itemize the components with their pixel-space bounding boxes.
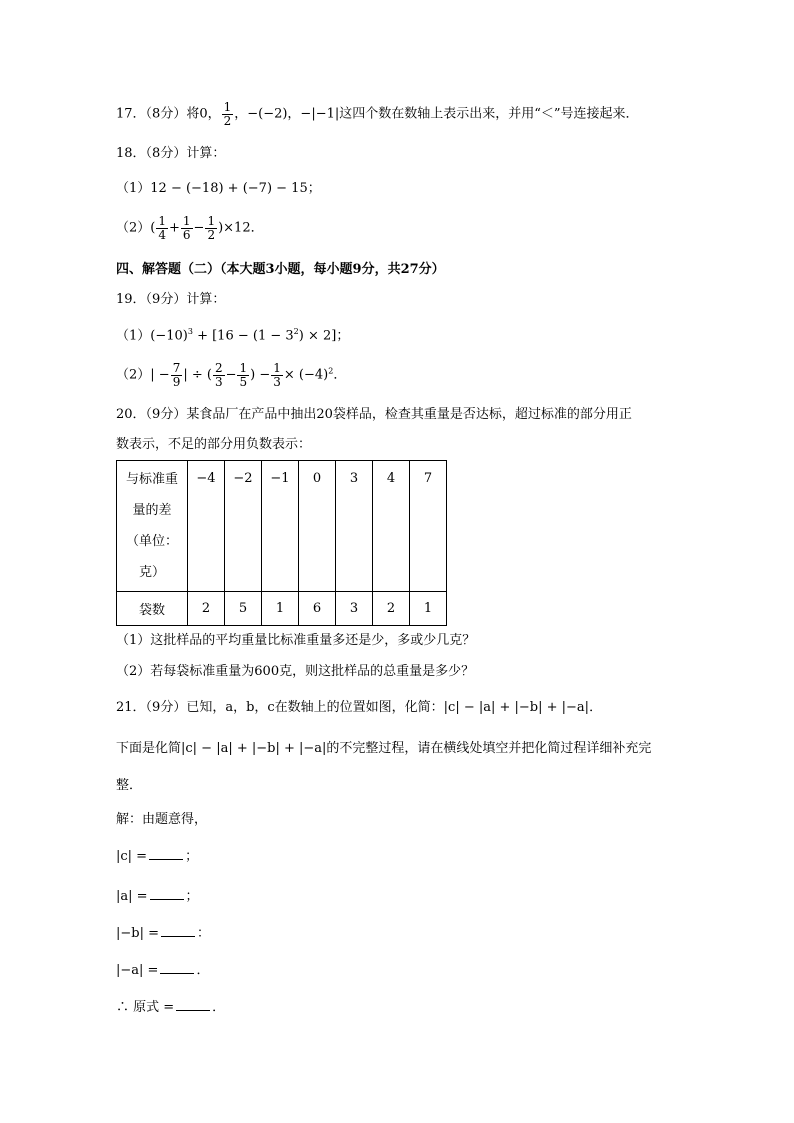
question-20-sub-1: （1）这批样品的平均重量比标准重量多还是少，多或少几克？: [116, 633, 476, 648]
table-header-count: 袋数: [117, 592, 188, 626]
fraction: $\frac{1}{6}$: [182, 214, 191, 242]
table-cell: 5: [225, 592, 262, 626]
question-19-part-1: $(1)(-10)^3 + [16 - (1 - 3^2) \times 2]$；: [116, 327, 350, 344]
question-20-line-1: 20．（9分）某食品厂在产品中抽出20袋样品，检查其重量是否达标，超过标准的部分用正: [116, 407, 632, 422]
table-cell: −2: [225, 461, 262, 592]
question-17: 17．（8分）将0， $\frac{1}{2}$ ，−(−2)，−|−1|这四个数在数轴上表示出来，并用“＜”号连接起来．: [116, 100, 639, 128]
fraction: $\frac{1}{5}$: [239, 361, 248, 389]
fraction-one-half: $\frac{1}{2}$: [223, 100, 232, 128]
question-21-line-1: 21．（9分）已知，a，b，c在数轴上的位置如图，化简：|c| − |a| + |−b| + |−a|．: [116, 700, 603, 715]
question-19-title: 19．（9分）计算：: [116, 292, 226, 307]
fraction: $\frac{7}{9}$: [172, 361, 181, 389]
table-cell: 1: [262, 592, 299, 626]
question-18-title: 18．（8分）计算：: [116, 146, 226, 161]
fraction: $\frac{2}{3}$: [214, 361, 223, 389]
blank-line-result: ∴ 原式 = ．: [116, 1000, 226, 1015]
question-19-part-2: （2）| − $\frac{7}{9}$ | ÷ ( $\frac{2}{3}$ − $\frac{1}{5}$ ) − $\frac{1}{3}$ × $(-4)^2$．: [116, 361, 347, 389]
blank-line-a: |a| = ；: [116, 889, 199, 904]
question-20-line-2: 数表示，不足的部分用负数表示：: [116, 437, 312, 452]
table-cell: −4: [188, 461, 225, 592]
answer-blank[interactable]: [161, 924, 195, 937]
blank-line-neg-b: |−b| = ：: [116, 926, 211, 941]
table-row-count: [117, 592, 447, 626]
table-cell: 1: [410, 592, 447, 626]
table-cell: 4: [373, 461, 410, 592]
question-20-sub-2: （2）若每袋标准重量为600克，则这批样品的总重量是多少？: [116, 664, 475, 679]
table-cell: 2: [188, 592, 225, 626]
table-cell: −1: [262, 461, 299, 592]
table-cell: 0: [299, 461, 336, 592]
table-cell: 6: [299, 592, 336, 626]
answer-blank[interactable]: [176, 998, 210, 1011]
blank-line-c: |c| = ；: [116, 849, 199, 864]
section-4-heading: 四、解答题（二）（本大题3小题，每小题9分，共27分）: [116, 262, 445, 277]
question-21-line-3: 整．: [116, 778, 143, 793]
table-cell: 3: [336, 592, 373, 626]
answer-blank[interactable]: [149, 847, 183, 860]
table-cell: 2: [373, 592, 410, 626]
answer-blank[interactable]: [150, 887, 184, 900]
answer-blank[interactable]: [160, 961, 194, 974]
question-18-part-2: （2）( $\frac{1}{4}$ + $\frac{1}{6}$ − $\frac{1}{2}$ )×12．: [116, 214, 264, 242]
question-21-line-2: 下面是化简|c| − |a| + |−b| + |−a|的不完整过程，请在横线处填空并把化简过程详细补充完: [116, 741, 652, 756]
question-18-part-1: （1）12 − (−18) + (−7) − 15；: [116, 181, 321, 196]
table-row-diff: [117, 461, 447, 592]
table-header-diff: 与标准重 量的差 （单位： 克）: [117, 461, 188, 592]
weight-difference-table: [116, 460, 447, 626]
fraction: $\frac{1}{4}$: [158, 214, 166, 242]
fraction: $\frac{1}{3}$: [273, 361, 281, 389]
fraction: $\frac{1}{2}$: [207, 214, 216, 242]
solution-intro: 解：由题意得，: [116, 812, 208, 827]
table-cell: 7: [410, 461, 447, 592]
table-cell: 3: [336, 461, 373, 592]
blank-line-neg-a: |−a| = ．: [116, 963, 210, 978]
